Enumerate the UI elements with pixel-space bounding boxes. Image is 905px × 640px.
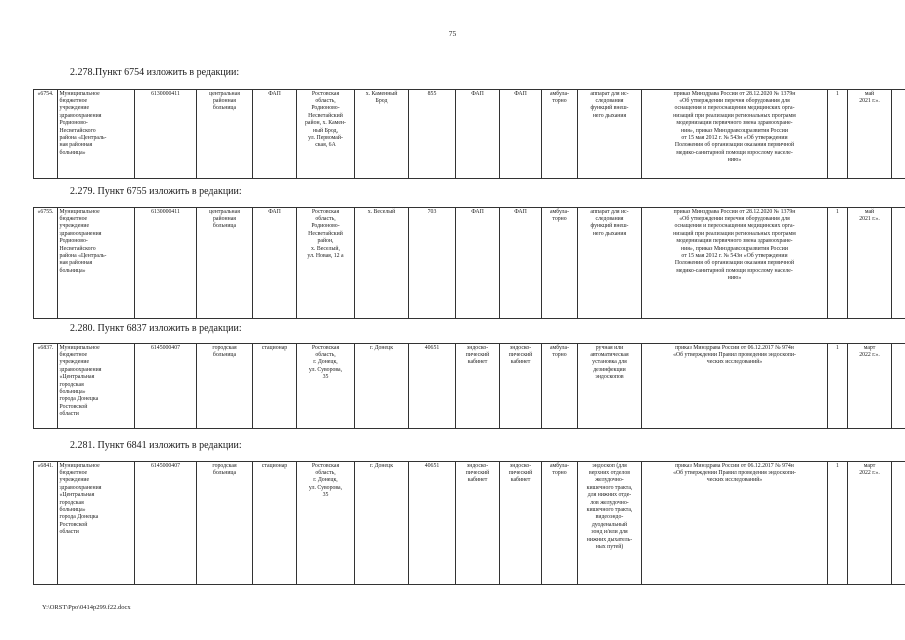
cell-subdivision: эндоско- пический кабинет xyxy=(456,344,500,429)
cell-extra xyxy=(892,90,905,179)
cell-subdivision: ФАП xyxy=(456,90,500,179)
cell-quantity: 1 xyxy=(828,208,848,319)
cell-organization-name: Муниципальное бюджетное учреждение здравоохранения «Центральная городская больница» города Донецка Ростовской области xyxy=(58,344,135,429)
cell-locality: х. Веселый xyxy=(355,208,409,319)
cell-inn: 6130000411 xyxy=(135,208,197,319)
cell-address: Ростовская область, Родионово- Несветайский район, х. Веселый, ул. Новая, 12 а xyxy=(297,208,355,319)
table-row xyxy=(34,462,905,585)
amendment-table xyxy=(33,343,905,429)
cell-organization-name: Муниципальное бюджетное учреждение здравоохранения Родионово- Несветайского района «Централь- ная районная больница» xyxy=(58,90,135,179)
cell-unit-type: стационар xyxy=(253,462,297,585)
cell-department: ФАП xyxy=(500,90,542,179)
cell-extra xyxy=(892,208,905,319)
cell-org-type: центральная районная больница xyxy=(197,208,253,319)
table-row xyxy=(34,208,905,319)
cell-population: 703 xyxy=(409,208,456,319)
cell-department: эндоско- пический кабинет xyxy=(500,344,542,429)
cell-equipment: эндоскоп (для верхних отделов желудочно- кишечного тракта, для нижних отде- лов желудочно- кишечного тракта, видеоэндо- дуоденальный зонд и/или для нижних дыхатель- ных путей) xyxy=(578,462,642,585)
cell-item-number: «6755. xyxy=(34,208,58,319)
cell-care-form: амбула- торно xyxy=(542,90,578,179)
cell-item-number: «6841. xyxy=(34,462,58,585)
amendment-table xyxy=(33,207,905,319)
cell-locality: г. Донецк xyxy=(355,462,409,585)
cell-care-form: амбула- торно xyxy=(542,462,578,585)
cell-quantity: 1 xyxy=(828,462,848,585)
cell-department: ФАП xyxy=(500,208,542,319)
cell-term: май 2021 г.». xyxy=(848,90,892,179)
cell-org-type: городская больница xyxy=(197,344,253,429)
cell-subdivision: ФАП xyxy=(456,208,500,319)
cell-subdivision: эндоско- пический кабинет xyxy=(456,462,500,585)
amendment-table xyxy=(33,461,905,585)
cell-legal-basis: приказ Минздрава России от 28.12.2020 № 1379н «Об утверждении перечня оборудования для оснащения и переоснащения медицинских орга- низаций при реализации региональных программ модернизации первичного звена здравоохране- ния», приказ Минздравсоцразвития России от 15 мая 2012 г. № 543н «Об утверждении Положения об организации оказания первичной медико-санитарной помощи взрослому населе- нию» xyxy=(642,90,828,179)
cell-population: 40651 xyxy=(409,344,456,429)
cell-extra xyxy=(892,462,905,585)
page-number: 75 xyxy=(448,29,457,38)
cell-item-number: «6754. xyxy=(34,90,58,179)
table-row xyxy=(34,90,905,179)
cell-address: Ростовская область, Родионово- Несветайский район, х. Камен- ный Брод, ул. Первомай- ская, 6А xyxy=(297,90,355,179)
cell-org-type: центральная районная больница xyxy=(197,90,253,179)
cell-quantity: 1 xyxy=(828,90,848,179)
cell-term: март 2022 г.». xyxy=(848,344,892,429)
cell-org-type: городская больница xyxy=(197,462,253,585)
cell-item-number: «6837. xyxy=(34,344,58,429)
cell-unit-type: ФАП xyxy=(253,90,297,179)
cell-equipment: аппарат для ис- следования функций внеш- него дыхания xyxy=(578,208,642,319)
cell-inn: 6145000407 xyxy=(135,462,197,585)
cell-term: май 2021 г.». xyxy=(848,208,892,319)
cell-legal-basis: приказ Минздрава России от 06.12.2017 № 974н «Об утверждении Правил проведения эндоскопи- ческих исследований» xyxy=(642,462,828,585)
cell-unit-type: ФАП xyxy=(253,208,297,319)
section-heading: 2.281. Пункт 6841 изложить в редакции: xyxy=(70,440,242,451)
cell-locality: г. Донецк xyxy=(355,344,409,429)
cell-extra xyxy=(892,344,905,429)
cell-organization-name: Муниципальное бюджетное учреждение здравоохранения Родионово- Несветайского района «Централь- ная районная больница» xyxy=(58,208,135,319)
amendment-table xyxy=(33,89,905,179)
cell-care-form: амбула- торно xyxy=(542,208,578,319)
cell-population: 855 xyxy=(409,90,456,179)
file-path-footer: Y:\ORST\Ppo\0414p299.f22.docx xyxy=(42,604,131,611)
cell-equipment: аппарат для ис- следования функций внеш- него дыхания xyxy=(578,90,642,179)
cell-equipment: ручная или автоматическая установка для дезинфекции эндоскопов xyxy=(578,344,642,429)
cell-legal-basis: приказ Минздрава России от 06.12.2017 № 974н «Об утверждении Правил проведения эндоскопи- ческих исследований» xyxy=(642,344,828,429)
cell-quantity: 1 xyxy=(828,344,848,429)
cell-address: Ростовская область, г. Донецк, ул. Суворова, 35 xyxy=(297,344,355,429)
cell-care-form: амбула- торно xyxy=(542,344,578,429)
section-heading: 2.279. Пункт 6755 изложить в редакции: xyxy=(70,186,242,197)
cell-address: Ростовская область, г. Донецк, ул. Суворова, 35 xyxy=(297,462,355,585)
cell-population: 40651 xyxy=(409,462,456,585)
cell-locality: х. Каменный Брод xyxy=(355,90,409,179)
cell-term: март 2022 г.». xyxy=(848,462,892,585)
cell-legal-basis: приказ Минздрава России от 28.12.2020 № 1379н «Об утверждении перечня оборудования для оснащения и переоснащения медицинских орга- низаций при реализации региональных программ модернизации первичного звена здравоохране- ния», приказ Минздравсоцразвития России от 15 мая 2012 г. № 543н «Об утверждении Положения об организации оказания первичной медико-санитарной помощи взрослому населе- нию» xyxy=(642,208,828,319)
cell-unit-type: стационар xyxy=(253,344,297,429)
section-heading: 2.278.Пункт 6754 изложить в редакции: xyxy=(70,67,240,78)
cell-inn: 6130000411 xyxy=(135,90,197,179)
table-row xyxy=(34,344,905,429)
cell-organization-name: Муниципальное бюджетное учреждение здравоохранения «Центральная городская больница» города Донецка Ростовской области xyxy=(58,462,135,585)
cell-inn: 6145000407 xyxy=(135,344,197,429)
section-heading: 2.280. Пункт 6837 изложить в редакции: xyxy=(70,323,242,334)
cell-department: эндоско- пический кабинет xyxy=(500,462,542,585)
